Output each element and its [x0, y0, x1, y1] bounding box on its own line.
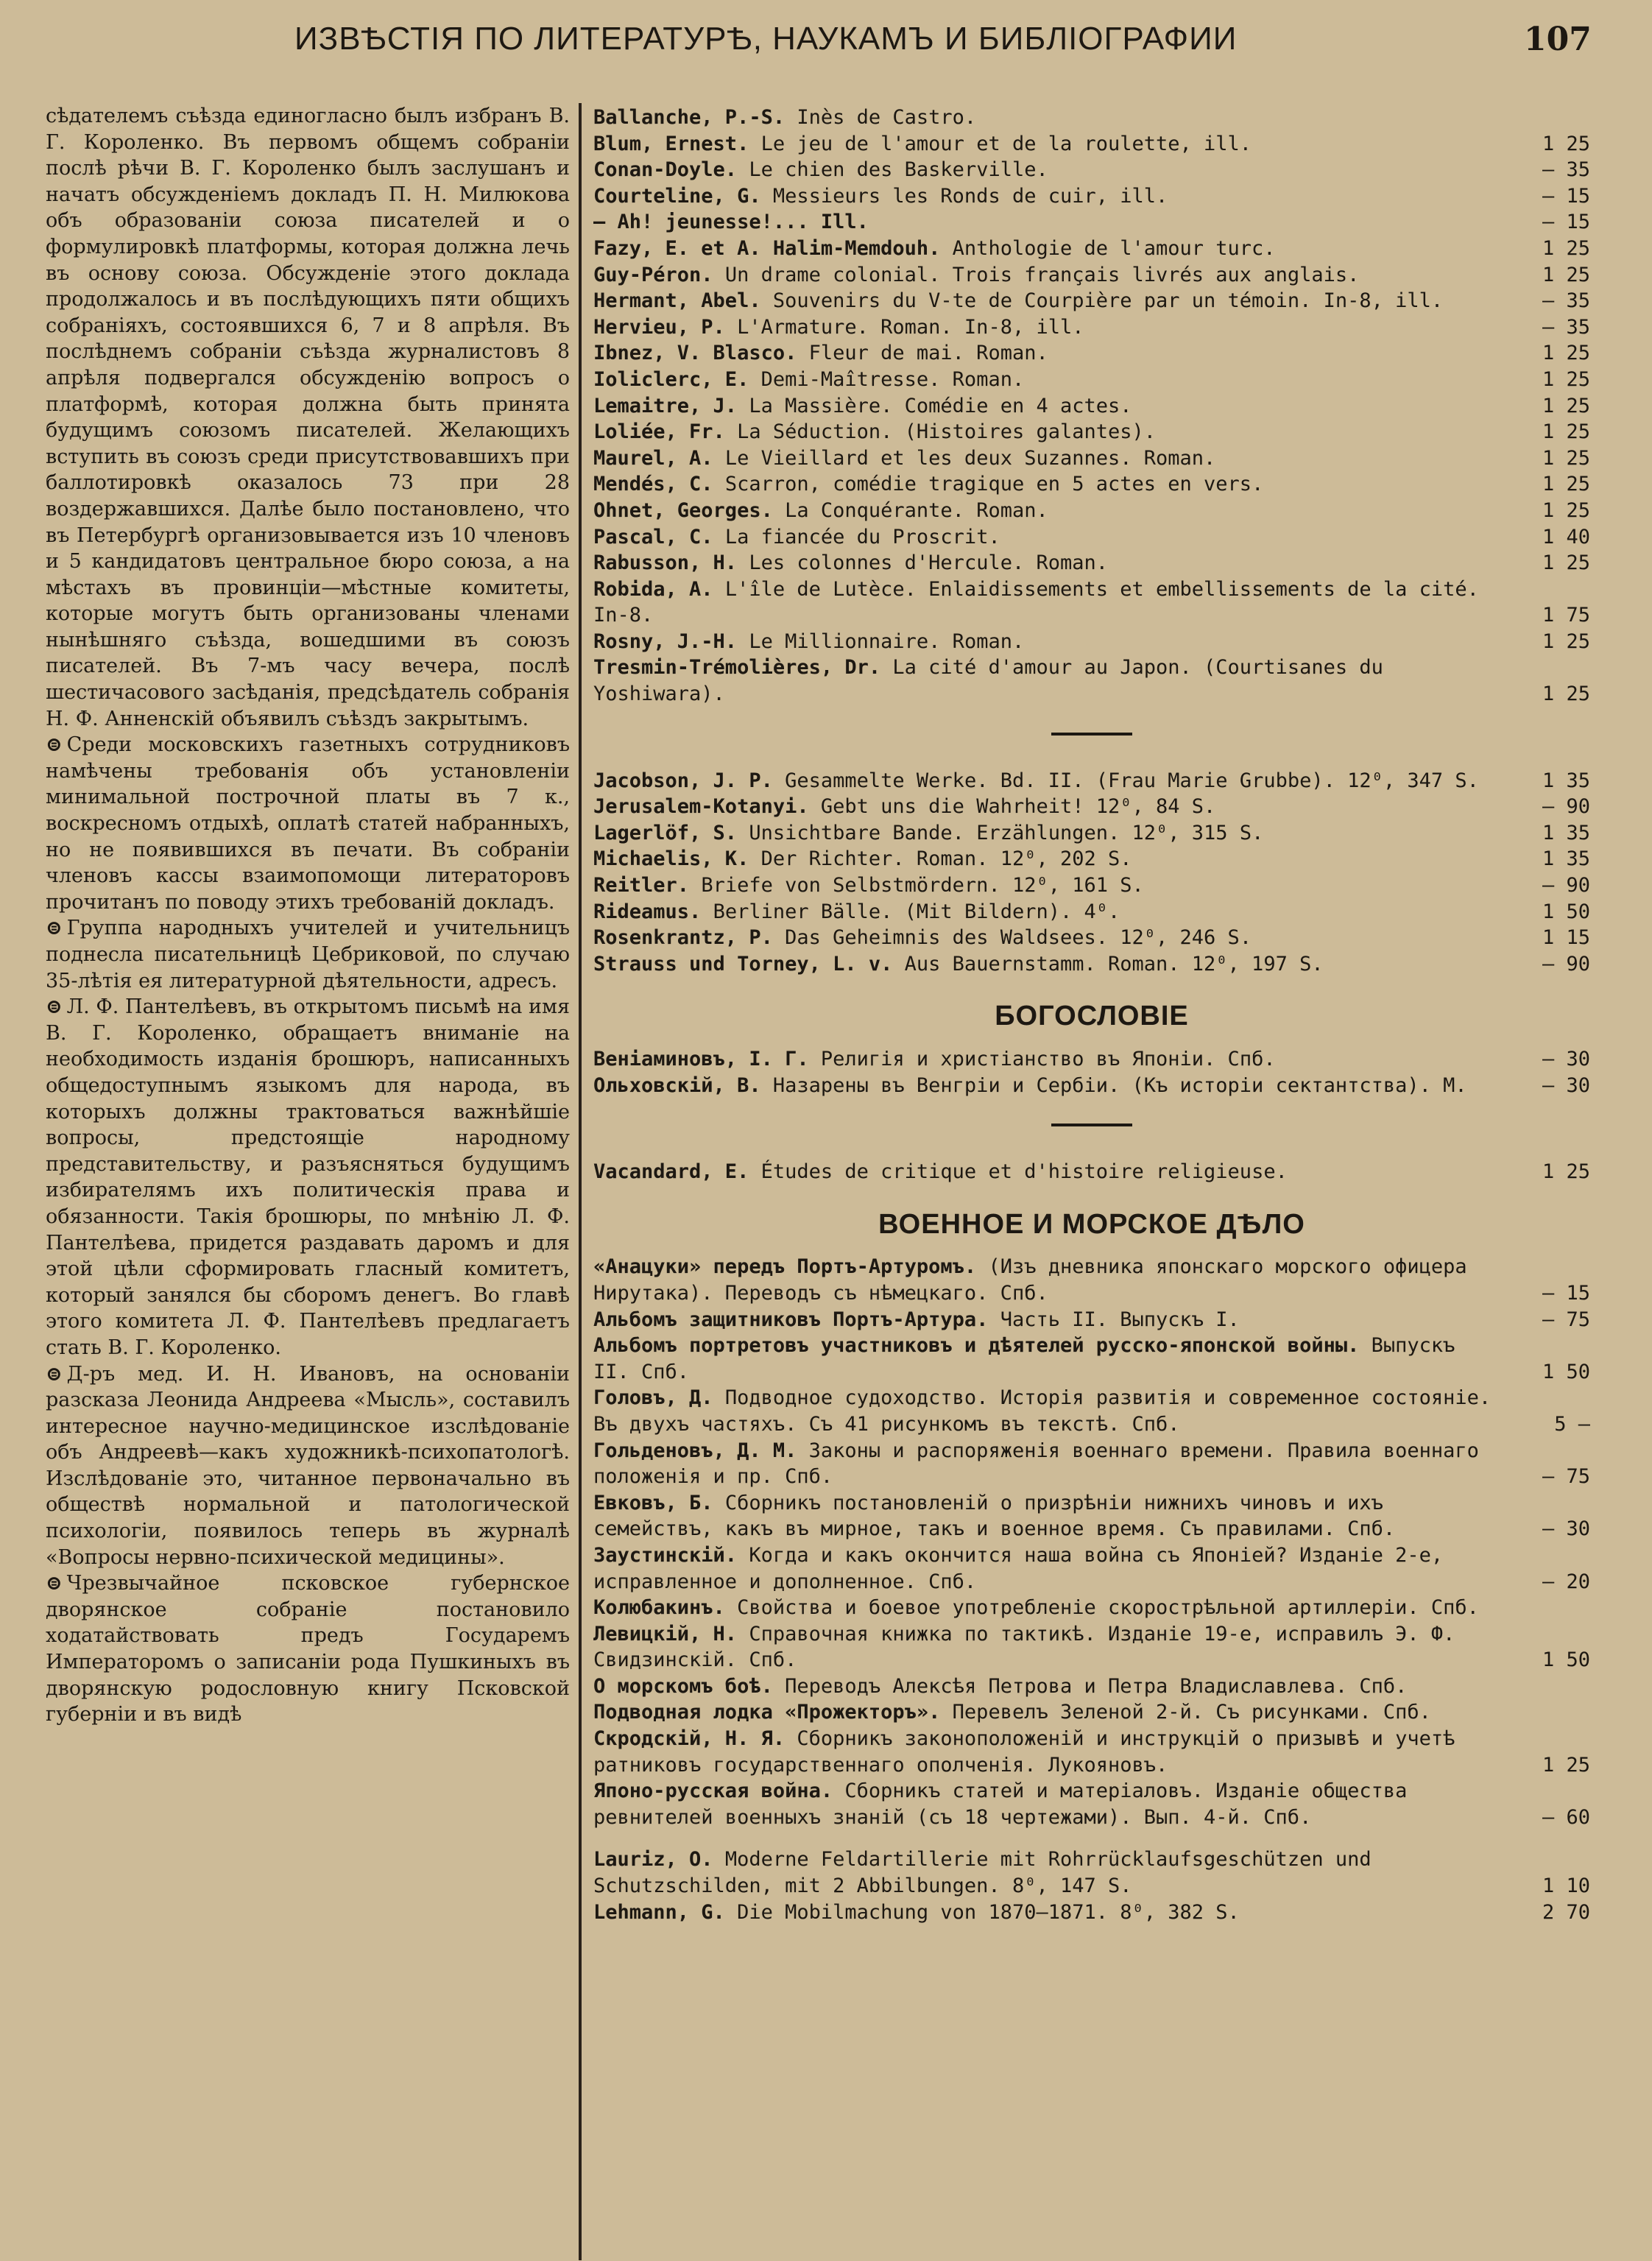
book-author: Maurel, A.: [593, 446, 713, 470]
book-title: Переводъ Алексѣя Петрова и Петра Владиславлева. Спб.: [785, 1674, 1408, 1698]
book-author: Альбомъ портретовъ участниковъ и дѣятелей русско-японской войны.: [593, 1334, 1360, 1358]
book-text: [593, 794, 1502, 820]
book-entry: [593, 157, 1590, 183]
book-text: [593, 367, 1502, 393]
book-text: [593, 1699, 1502, 1726]
book-text: [593, 1595, 1502, 1621]
book-price: 1 40: [1542, 525, 1590, 549]
book-title: Когда и какъ окончится наша война съ Японіей? Изданіе 2-е, исправленное и дополненное. Спб.: [593, 1543, 1444, 1593]
book-author: Lehmann, G.: [593, 1900, 725, 1924]
book-price: 1 75: [1542, 604, 1590, 627]
book-price: 1 25: [1542, 473, 1590, 496]
book-title: Справочная книжка по тактикѣ. Изданіе 19-е, исправилъ Э. Ф. Свидзинскій. Спб.: [593, 1622, 1455, 1672]
book-title: Подводное судоходство. Исторія развитія и современное состояніе. Въ двухъ частяхъ. Съ 41 рисункомъ въ текстѣ. Спб.: [593, 1386, 1492, 1436]
book-entry: [593, 445, 1590, 472]
book-author: Ballanche, P.-S.: [593, 106, 786, 129]
book-text: [593, 131, 1502, 158]
book-text: [593, 157, 1502, 183]
book-entry: [593, 314, 1590, 341]
book-price: 1 25: [1542, 132, 1590, 155]
book-title: Fleur de mai. Roman.: [808, 342, 1048, 365]
military-book-list: [593, 1254, 1590, 1830]
book-title: Scarron, comédie tragique en 5 actes en vers.: [724, 473, 1264, 496]
book-entry: [593, 1621, 1590, 1673]
book-author: Hermant, Abel.: [593, 289, 761, 313]
book-entry: [593, 794, 1590, 820]
book-price: — 90: [1542, 795, 1590, 819]
book-entry: [593, 236, 1590, 262]
book-text: [593, 1726, 1502, 1778]
book-text: [593, 1778, 1502, 1830]
book-author: Гольденовъ, Д. М.: [593, 1439, 797, 1462]
book-entry: [593, 655, 1590, 707]
book-author: Guy-Péron.: [593, 263, 713, 286]
book-text: [593, 183, 1502, 210]
paragraph-text: Группа народныхъ учителей и учительницъ поднесла писательницѣ Цебриковой, по случаю 35-лѣтія ея литературной дѣятельности, адресъ.: [46, 917, 570, 992]
book-entry: [593, 846, 1590, 872]
book-price: — 75: [1542, 1308, 1590, 1331]
journal-title: ИЗВѢСТІЯ ПО ЛИТЕРАТУРѢ, НАУКАМЪ И БИБЛІОГРАФИИ: [294, 21, 1238, 57]
section-separator: [1051, 1124, 1132, 1126]
book-title: La Massière. Comédie en 4 actes.: [749, 394, 1132, 417]
book-price: 1 35: [1542, 821, 1590, 844]
paragraph-text: Д-ръ мед. И. Н. Ивановъ, на основаніи разсказа Леонида Андреева «Мысль», составилъ интересное научно-медицинское изслѣдованіе объ Андреевѣ—какъ художникѣ-психопатологѣ. Изслѣдованіе это, читанное первоначально въ обществѣ нормальной и патологической психологіи, появилось теперь въ журналѣ «Вопросы нервно-психической медицины».: [46, 1362, 570, 1569]
book-text: [593, 1542, 1502, 1595]
book-text: [593, 471, 1502, 498]
book-title: Сборникъ статей и матеріаловъ. Изданіе общества ревнителей военныхъ знаній (съ 18 чертежами). Вып. 4-й. Спб.: [593, 1779, 1408, 1829]
book-author: Pascal, C.: [593, 525, 713, 549]
book-text: [593, 1673, 1502, 1700]
book-author: Rosny, J.-H.: [593, 629, 738, 653]
book-title: Gebt uns die Wahrheit! 12⁰, 84 S.: [820, 795, 1216, 819]
news-paragraph: [46, 1570, 570, 1728]
book-text: [593, 524, 1502, 551]
book-price: — 20: [1542, 1570, 1590, 1593]
book-price: — 30: [1542, 1048, 1590, 1070]
book-title: Die Mobilmachung von 1870—1871. 8⁰, 382 S.: [737, 1900, 1240, 1924]
book-author: Vacandard, E.: [593, 1160, 749, 1184]
book-price: 1 50: [1542, 1648, 1590, 1672]
book-text: [593, 820, 1502, 847]
book-text: [593, 655, 1502, 707]
book-text: [593, 1307, 1502, 1333]
book-title: Unsichtbare Bande. Erzählungen. 12⁰, 315 S.: [749, 821, 1264, 844]
book-price: 1 25: [1542, 551, 1590, 575]
book-entry: [593, 1846, 1590, 1899]
book-entry: [593, 288, 1590, 314]
section-separator: [1051, 733, 1132, 736]
book-title: Gesammelte Werke. Bd. II. (Frau Marie Grubbe). 12⁰, 347 S.: [785, 769, 1479, 792]
book-price: 1 35: [1542, 847, 1590, 871]
news-paragraph: [46, 103, 570, 732]
book-entry: [593, 576, 1590, 629]
book-entry: [593, 1595, 1590, 1621]
book-text: [593, 288, 1502, 314]
book-text: [593, 340, 1502, 367]
book-text: [593, 629, 1502, 655]
book-title: Aus Bauernstamm. Roman. 12⁰, 197 S.: [904, 952, 1324, 976]
book-text: [593, 1438, 1502, 1490]
book-author: Fazy, E. et A. Halim-Memdouh.: [593, 236, 941, 260]
column-divider: [579, 103, 582, 2260]
book-text: [593, 1046, 1502, 1073]
book-entry: [593, 951, 1590, 978]
book-title: La fiancée du Proscrit.: [724, 525, 1000, 549]
french-book-list: [593, 105, 1590, 708]
book-text: [593, 105, 1502, 131]
book-entry: [593, 1438, 1590, 1490]
book-author: Головъ, Д.: [593, 1386, 713, 1410]
book-entry: [593, 524, 1590, 551]
book-text: [593, 393, 1502, 420]
book-title: Перевелъ Зеленой 2-й. Съ рисунками. Спб.: [952, 1701, 1431, 1724]
book-text: [593, 576, 1502, 629]
book-title: Souvenirs du V-te de Courpière par un témoin. In-8, ill.: [772, 289, 1444, 313]
book-text: [593, 1333, 1502, 1385]
book-author: Tresmin-Trémolières, Dr.: [593, 656, 881, 680]
book-title: Berliner Bälle. (Mit Bildern). 4⁰.: [713, 900, 1120, 923]
book-text: [593, 1490, 1502, 1542]
book-price: 1 25: [1542, 1160, 1590, 1184]
book-text: [593, 1073, 1502, 1099]
book-author: Michaelis, K.: [593, 847, 749, 871]
book-author: Ohnet, Georges.: [593, 498, 773, 522]
book-author: Ibnez, V. Blasco.: [593, 342, 797, 365]
book-price: 1 25: [1542, 498, 1590, 522]
book-author: Rosenkrantz, P.: [593, 926, 773, 950]
theology-heading: БОГОСЛОВІЕ: [995, 1001, 1189, 1032]
paragraph-text: Чрезвычайное псковское губернское дворянское собраніе постановило ходатайствовать предъ Государемъ Императоромъ о записаніи рода Пушкиныхъ въ дворянскую родословную книгу Псковской губерніи и въ видѣ: [46, 1572, 570, 1726]
book-text: [593, 846, 1502, 872]
book-price: 1 25: [1542, 446, 1590, 470]
book-title: Религія и христіанство въ Японіи. Спб.: [820, 1048, 1276, 1070]
paragraph-mark: ⊜: [46, 1572, 63, 1595]
book-title: La cité d'amour au Japon. (Courtisanes du Yoshiwara).: [593, 656, 1383, 706]
book-title: L'île de Lutèce. Enlaidissements et embellissements de la cité. In-8.: [593, 577, 1479, 627]
book-author: Ioliclerc, E.: [593, 367, 749, 391]
book-author: Mendés, C.: [593, 473, 713, 496]
book-text: [593, 1621, 1502, 1673]
book-author: Strauss und Torney, L. v.: [593, 952, 893, 976]
book-entry: [593, 262, 1590, 289]
paragraph-mark: ⊜: [46, 733, 63, 757]
book-entry: [593, 183, 1590, 210]
paragraph-mark: ⊜: [46, 917, 63, 940]
book-entry: [593, 1542, 1590, 1595]
german-book-list: [593, 768, 1590, 978]
book-author: Японо-русская война.: [593, 1779, 833, 1803]
book-author: Robida, A.: [593, 577, 713, 601]
book-title: L'Armature. Roman. In-8, ill.: [737, 315, 1084, 339]
book-text: [593, 314, 1502, 341]
book-price: 1 15: [1542, 926, 1590, 950]
book-author: Loliée, Fr.: [593, 420, 725, 444]
book-entry: [593, 629, 1590, 655]
news-paragraph: [46, 1361, 570, 1571]
book-text: [593, 1846, 1502, 1899]
book-price: — 30: [1542, 1517, 1590, 1541]
book-entry: [593, 131, 1590, 158]
theology-book-list: [593, 1046, 1590, 1098]
book-author: Lauriz, O.: [593, 1848, 713, 1872]
book-title: Messieurs les Ronds de cuir, ill.: [772, 184, 1168, 208]
book-title: Le chien des Baskerville.: [749, 158, 1048, 182]
military-foreign-list: [593, 1846, 1590, 1925]
book-price: — 15: [1542, 1281, 1590, 1305]
book-entry: [593, 393, 1590, 420]
book-author: Lagerlöf, S.: [593, 821, 738, 844]
right-column: [593, 105, 1590, 2254]
book-text: [593, 951, 1502, 978]
book-price: 2 70: [1542, 1900, 1590, 1924]
book-title: Études de critique et d'histoire religieuse.: [760, 1160, 1288, 1184]
book-title: Сборникъ постановленій о призрѣніи нижнихъ чиновъ и ихъ семействъ, какъ въ мирное, такъ и военное время. Съ правилами. Спб.: [593, 1491, 1396, 1541]
book-title: Сборникъ законоположеній и инструкцій о призывѣ и учетѣ ратниковъ государственнаго ополченія. Лукояновъ.: [593, 1727, 1455, 1777]
book-title: Demi-Maîtresse. Roman.: [760, 367, 1025, 391]
book-price: 1 50: [1542, 900, 1590, 923]
book-price: 1 25: [1542, 367, 1590, 391]
book-author: Courteline, G.: [593, 184, 761, 208]
book-price: 1 50: [1542, 1360, 1590, 1383]
book-author: Ольховскій, В.: [593, 1073, 761, 1097]
book-entry: [593, 1385, 1590, 1437]
book-text: [593, 1159, 1502, 1185]
book-entry: [593, 209, 1590, 236]
book-author: Подводная лодка «Прожекторъ».: [593, 1701, 941, 1724]
military-heading: ВОЕННОЕ И МОРСКОЕ ДѢЛО: [878, 1208, 1305, 1240]
book-author: Lemaitre, J.: [593, 394, 738, 417]
book-entry: [593, 1307, 1590, 1333]
book-price: — 90: [1542, 952, 1590, 976]
book-text: [593, 872, 1502, 899]
book-price: 1 25: [1542, 342, 1590, 365]
book-entry: [593, 1900, 1590, 1926]
paragraph-mark: ⊜: [46, 1362, 63, 1386]
book-entry: [593, 1046, 1590, 1073]
book-text: [593, 1385, 1502, 1437]
book-text: [593, 1254, 1502, 1306]
book-entry: [593, 1778, 1590, 1830]
book-entry: [593, 1159, 1590, 1185]
book-entry: [593, 1254, 1590, 1306]
book-author: «Анацуки» передъ Портъ-Артуромъ.: [593, 1255, 977, 1279]
book-author: Rideamus.: [593, 900, 702, 923]
book-text: [593, 1900, 1502, 1926]
book-author: Conan-Doyle.: [593, 158, 738, 182]
book-author: Альбомъ защитниковъ Портъ-Артура.: [593, 1308, 989, 1331]
book-text: [593, 445, 1502, 472]
book-entry: [593, 1726, 1590, 1778]
page-number: 107: [1524, 21, 1592, 58]
book-title: Briefe von Selbstmördern. 12⁰, 161 S.: [701, 874, 1144, 897]
book-price: — 60: [1542, 1805, 1590, 1829]
book-entry: [593, 820, 1590, 847]
book-title: Le Vieillard et les deux Suzannes. Roman.: [724, 446, 1216, 470]
theology-foreign-list: [593, 1159, 1590, 1185]
book-price: — 15: [1542, 211, 1590, 234]
book-entry: [593, 1490, 1590, 1542]
book-title: Moderne Feldartillerie mit Rohrrücklaufsgeschützen und Schutzschilden, mit 2 Abbilbungen. 8⁰, 147 S.: [593, 1848, 1372, 1898]
book-entry: [593, 471, 1590, 498]
book-entry: [593, 105, 1590, 131]
book-price: — 35: [1542, 158, 1590, 182]
book-entry: [593, 1673, 1590, 1700]
book-title: Inès de Castro.: [797, 106, 977, 129]
book-price: — 35: [1542, 289, 1590, 313]
book-title: Un drame colonial. Trois français livrés aux anglais.: [724, 263, 1360, 286]
book-title: Das Geheimnis des Waldsees. 12⁰, 246 S.: [785, 926, 1252, 950]
book-price: 1 25: [1542, 236, 1590, 260]
book-text: [593, 899, 1502, 925]
book-entry: [593, 768, 1590, 794]
book-title: Законы и распоряженія военнаго времени. Правила военнаго положенія и пр. Спб.: [593, 1439, 1479, 1489]
book-author: Скродскій, Н. Я.: [593, 1727, 786, 1751]
book-price: 1 35: [1542, 769, 1590, 792]
book-title: Выпускъ II. Спб.: [593, 1334, 1455, 1383]
book-author: Заустинскій.: [593, 1543, 738, 1567]
book-price: 5 —: [1554, 1412, 1590, 1436]
book-author: Веніаминовъ, І. Г.: [593, 1048, 809, 1070]
book-author: Jacobson, J. P.: [593, 769, 773, 792]
book-text: [593, 550, 1502, 576]
book-entry: [593, 1333, 1590, 1385]
book-title: (Изъ дневника японскаго морского офицера Нирутака). Переводъ съ нѣмецкаго. Спб.: [593, 1255, 1467, 1305]
book-price: 1 10: [1542, 1874, 1590, 1898]
book-text: [593, 236, 1502, 262]
book-author: Jerusalem-Kotanyi.: [593, 795, 809, 819]
book-title: Свойства и боевое употребленіе скорострѣльной артиллеріи. Спб.: [737, 1596, 1479, 1620]
book-entry: [593, 340, 1590, 367]
book-entry: [593, 899, 1590, 925]
book-author: — Ah! jeunesse!... Ill.: [593, 211, 869, 234]
book-price: 1 25: [1542, 420, 1590, 444]
book-title: Le jeu de l'amour et de la roulette, ill.: [760, 132, 1252, 155]
running-header: [0, 21, 1652, 72]
news-paragraph: [46, 915, 570, 994]
book-entry: [593, 367, 1590, 393]
book-author: Левицкій, Н.: [593, 1622, 738, 1646]
paragraph-text: Среди московскихъ газетныхъ сотрудниковъ намѣчены требованія объ установленіи минимальной построчной платы въ 7 к., воскресномъ отдыхѣ, оплатѣ статей набранныхъ, но не появившихся въ печати. Въ собраніи членовъ кассы взаимопомощи литераторовъ прочитанъ по поводу этихъ требованій докладъ.: [46, 733, 570, 914]
paragraph-text: Л. Ф. Пантелѣевъ, въ открытомъ письмѣ на имя В. Г. Короленко, обращаетъ вниманіе на необходимость изданія брошюръ, написанныхъ общедоступнымъ языкомъ для народа, въ которыхъ должны трактоваться важнѣйшіе вопросы, предстоящіе народному представительству, и разъясняться будущимъ избирателямъ ихъ политическія права и обязанности. Такія брошюры, по мнѣнію Л. Ф. Пантелѣева, придется раздавать даромъ и для этой цѣли сформировать гласный комитетъ, который занялся бы сборомъ денегъ. Во главѣ этого комитета Л. Ф. Пантелѣевъ предлагаетъ стать В. Г. Короленко.: [46, 995, 570, 1359]
book-author: О морскомъ боѣ.: [593, 1674, 773, 1698]
book-price: 1 25: [1542, 394, 1590, 417]
book-text: [593, 768, 1502, 794]
book-text: [593, 209, 1502, 236]
book-text: [593, 498, 1502, 524]
book-title: Der Richter. Roman. 12⁰, 202 S.: [760, 847, 1132, 871]
book-text: [593, 419, 1502, 445]
book-entry: [593, 872, 1590, 899]
book-entry: [593, 925, 1590, 951]
book-entry: [593, 1699, 1590, 1726]
book-price: 1 25: [1542, 263, 1590, 286]
book-author: Колюбакинъ.: [593, 1596, 725, 1620]
book-entry: [593, 498, 1590, 524]
book-author: Евковъ, Б.: [593, 1491, 713, 1514]
book-title: La Séduction. (Histoires galantes).: [737, 420, 1157, 444]
book-title: Назарены въ Венгріи и Сербіи. (Къ исторіи сектантства). М.: [772, 1073, 1467, 1097]
book-price: 1 25: [1542, 1753, 1590, 1777]
book-price: — 30: [1542, 1073, 1590, 1097]
book-price: — 15: [1542, 184, 1590, 208]
news-paragraph: [46, 732, 570, 915]
book-text: [593, 262, 1502, 289]
book-title: Les colonnes d'Hercule. Roman.: [749, 551, 1109, 575]
book-entry: [593, 1073, 1590, 1099]
book-price: — 90: [1542, 874, 1590, 897]
book-text: [593, 925, 1502, 951]
book-title: Le Millionnaire. Roman.: [749, 629, 1025, 653]
book-price: 1 25: [1542, 629, 1590, 653]
book-price: 1 25: [1542, 682, 1590, 706]
book-entry: [593, 419, 1590, 445]
book-title: Часть II. Выпускъ I.: [1000, 1308, 1240, 1331]
book-author: Rabusson, H.: [593, 551, 738, 575]
left-column: [46, 103, 570, 2253]
paragraph-mark: ⊜: [46, 995, 63, 1019]
book-price: — 35: [1542, 315, 1590, 339]
book-title: La Conquérante. Roman.: [785, 498, 1048, 522]
book-author: Reitler.: [593, 874, 690, 897]
book-price: — 75: [1542, 1465, 1590, 1489]
book-entry: [593, 550, 1590, 576]
paragraph-text: сѣдателемъ съѣзда единогласно былъ избранъ В. Г. Короленко. Въ первомъ общемъ собраніи послѣ рѣчи В. Г. Короленко былъ заслушанъ и начатъ обсужденіемъ докладъ П. Н. Милюкова объ образованіи союза писателей и о формулировкѣ платформы, которая должна лечь въ основу союза. Обсужденіе этого доклада продолжалось и въ послѣдующихъ пяти общихъ собраніяхъ, состоявшихся 6, 7 и 8 апрѣля. Въ послѣднемъ собраніи съѣзда журналистовъ 8 апрѣля подвергался обсужденію вопросъ о платформѣ, которая должна быть принята будущимъ союзомъ писателей. Желающихъ вступить въ союзъ среди присутствовавшихъ при баллотировкѣ оказалось 73 при 28 воздержавшихся. Далѣе было постановлено, что въ Петербургѣ организовывается изъ 10 членовъ и 5 кандидатовъ центральное бюро союза, а на мѣстахъ въ провинціи—мѣстные комитеты, которые могутъ быть организованы членами нынѣшняго съѣзда, вошедшими въ союзъ писателей. Въ 7-мъ часу вечера, послѣ шестичасового засѣданія, предсѣдатель собранія Н. Ф. Анненскій объявилъ съѣздъ закрытымъ.: [46, 105, 570, 730]
news-paragraph: [46, 994, 570, 1361]
book-author: Hervieu, P.: [593, 315, 725, 339]
book-author: Blum, Ernest.: [593, 132, 749, 155]
book-title: Anthologie de l'amour turc.: [952, 236, 1276, 260]
